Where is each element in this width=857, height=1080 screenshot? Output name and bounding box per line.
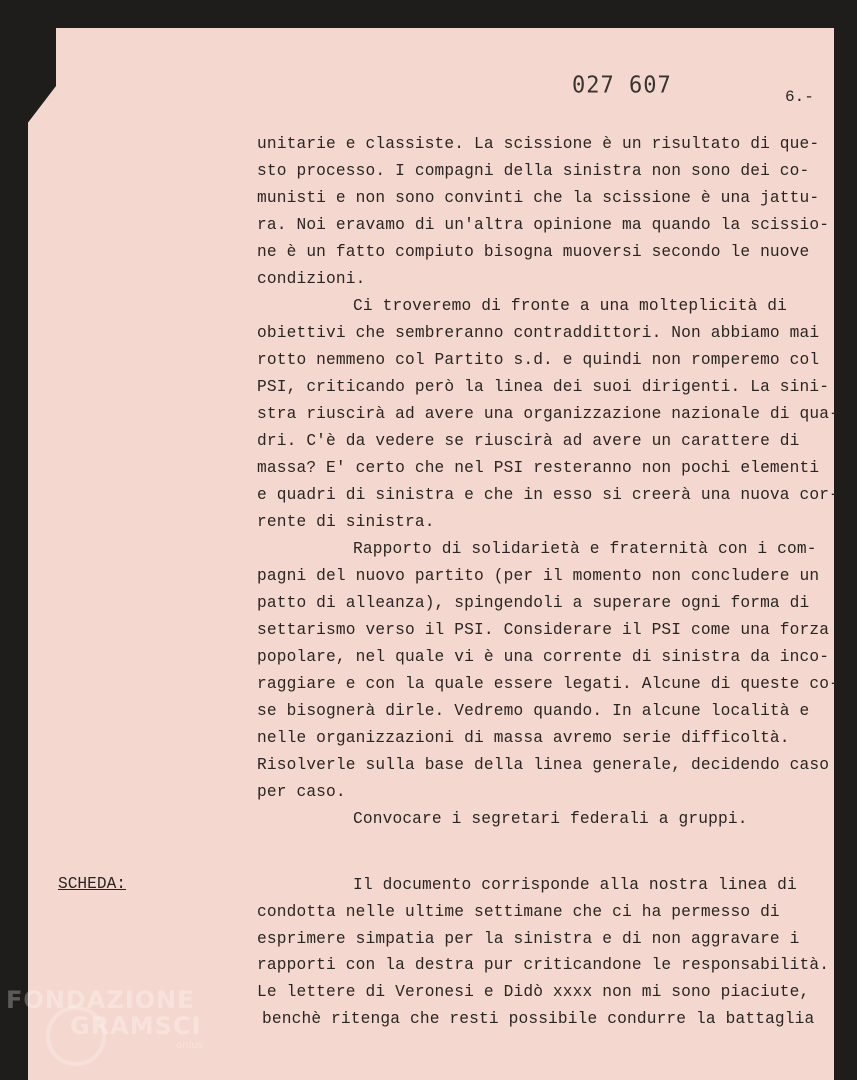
watermark-line-2: GRAMSCI [70, 1012, 202, 1040]
text-line: esprimere simpatia per la sinistra e di non aggravare i [257, 929, 800, 948]
text-line: rotto nemmeno col Partito s.d. e quindi non romperemo col [257, 351, 820, 369]
text-line: condotta nelle ultime settimane che ci ha permesso di [257, 902, 780, 921]
text-line: settarismo verso il PSI. Considerare il PSI come una forza [257, 621, 830, 639]
text-line: unitarie e classiste. La scissione è un risultato di que- [257, 135, 820, 153]
watermark-line-1: FONDAZIONE [6, 986, 195, 1014]
text-line: Le lettere di Veronesi e Didò xxxx non mi sono piaciute, [257, 983, 810, 1002]
text-line: massa? E' certo che nel PSI resteranno non pochi elementi [257, 459, 820, 477]
text-line: PSI, criticando però la linea dei suoi dirigenti. La sini- [257, 378, 830, 396]
text-line: nelle organizzazioni di massa avremo serie difficoltà. [257, 729, 790, 747]
text-line: patto di alleanza), spingendoli a superare ogni forma di [257, 594, 810, 612]
text-line: raggiare e con la quale essere legati. Alcune di queste co- [257, 675, 839, 693]
watermark-logo [6, 986, 203, 1051]
text-line: obiettivi che sembreranno contraddittori. Non abbiamo mai [257, 324, 820, 342]
watermark-line-3: onlus [176, 1040, 203, 1051]
text-line: e quadri di sinistra e che in esso si creerà una nuova cor- [257, 486, 839, 504]
scheda-label: SCHEDA: [58, 875, 126, 893]
archive-number: 027 607 [572, 72, 672, 99]
text-line: Ci troveremo di fronte a una molteplicità di [353, 297, 788, 315]
text-line: stra riuscirà ad avere una organizzazione nazionale di qua- [257, 405, 839, 423]
text-line: Rapporto di solidarietà e fraternità con i com- [353, 540, 817, 558]
text-line: dri. C'è da vedere se riuscirà ad avere un carattere di [257, 432, 800, 450]
text-line: ne è un fatto compiuto bisogna muoversi secondo le nuove [257, 243, 810, 261]
text-line: ra. Noi eravamo di un'altra opinione ma quando la scissio- [257, 216, 830, 234]
text-line: Convocare i segretari federali a gruppi. [353, 810, 748, 828]
text-line: benchè ritenga che resti possibile condurre la battaglia [262, 1010, 815, 1028]
text-line: Risolverle sulla base della linea generale, decidendo caso [257, 756, 830, 774]
page-number: 6.- [785, 88, 814, 106]
text-line: rapporti con la destra pur criticandone le responsabilità. [257, 956, 830, 975]
text-line: condizioni. [257, 270, 366, 288]
text-line: popolare, nel quale vi è una corrente di sinistra da inco- [257, 648, 830, 666]
text-line: Il documento corrisponde alla nostra linea di [353, 876, 797, 894]
text-line: munisti e non sono convinti che la scissione è una jattu- [257, 189, 820, 207]
text-line: se bisognerà dirle. Vedremo quando. In alcune località e [257, 702, 810, 720]
text-line: per caso. [257, 783, 346, 801]
text-line: pagni del nuovo partito (per il momento non concludere un [257, 567, 820, 585]
text-line: rente di sinistra. [257, 513, 435, 531]
text-line: sto processo. I compagni della sinistra non sono dei co- [257, 162, 810, 180]
